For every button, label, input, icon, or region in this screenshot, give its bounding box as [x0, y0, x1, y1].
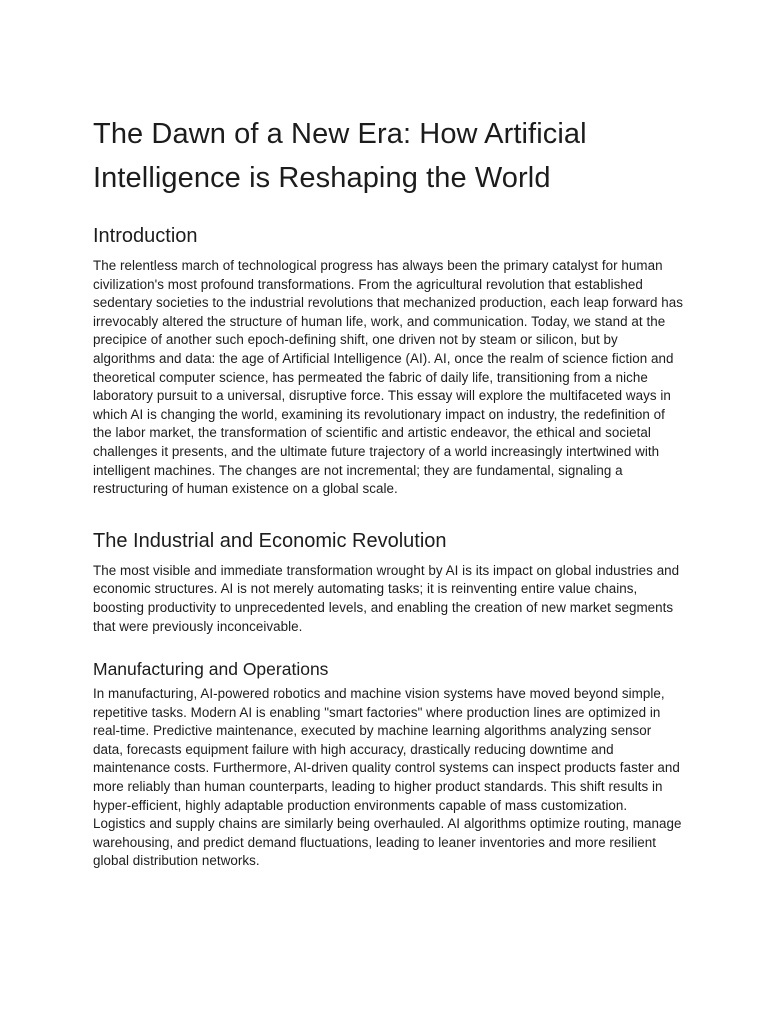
- document-title: The Dawn of a New Era: How Artificial Intelligence is Reshaping the World: [93, 118, 587, 194]
- subsection-heading-manufacturing: Manufacturing and Operations: [93, 659, 329, 680]
- section-heading-introduction: Introduction: [93, 225, 198, 247]
- section-heading-industrial: The Industrial and Economic Revolution: [93, 529, 447, 552]
- industrial-paragraph: The most visible and immediate transformation wrought by AI is its impact on global industries and economic structures. AI is not merely automating tasks; it is reinventing entire value chains, boosting productivity to unprecedented levels, and enabling the creation of new market segments that were previously inconceivable.: [93, 562, 680, 634]
- introduction-paragraph: The relentless march of technological progress has always been the primary catalyst for human civilization's most profound transformations. From the agricultural revolution that established sedentary societies to the industrial revolutions that mechanized production, each leap forward has irrevocably altered the structure of human life, work, and communication. Today, we stand at the precipice of another such epoch-defining shift, one driven not by steam or silicon, but by algorithms and data: the age of Artificial Intelligence (AI). AI, once the realm of science fiction and theoretical computer science, has permeated the fabric of daily life, transitioning from a niche laboratory pursuit to a universal, disruptive force. This essay will explore the multifaceted ways in which AI is changing the world, examining its revolutionary impact on industry, the redefinition of the labor market, the transformation of scientific and artistic endeavor, the ethical and societal challenges it presents, and the ultimate future trajectory of a world increasingly intertwined with intelligent machines. The changes are not incremental; they are fundamental, signaling a restructuring of human existence on a global scale.: [93, 258, 684, 497]
- manufacturing-paragraph: In manufacturing, AI-powered robotics and machine vision systems have moved beyond simple, repetitive tasks. Modern AI is enabling "smart factories" where production lines are optimized in real-time. Predictive maintenance, executed by machine learning algorithms analyzing sensor data, forecasts equipment failure with high accuracy, drastically reducing downtime and maintenance costs. Furthermore, AI-driven quality control systems can inspect products faster and more reliably than human counterparts, leading to higher product standards. This shift results in hyper-efficient, highly adaptable production environments capable of mass customization. Logistics and supply chains are similarly being overhauled. AI algorithms optimize routing, manage warehousing, and predict demand fluctuations, leading to leaner inventories and more resilient global distribution networks.: [93, 686, 682, 869]
- document-page: [93, 112, 683, 871]
